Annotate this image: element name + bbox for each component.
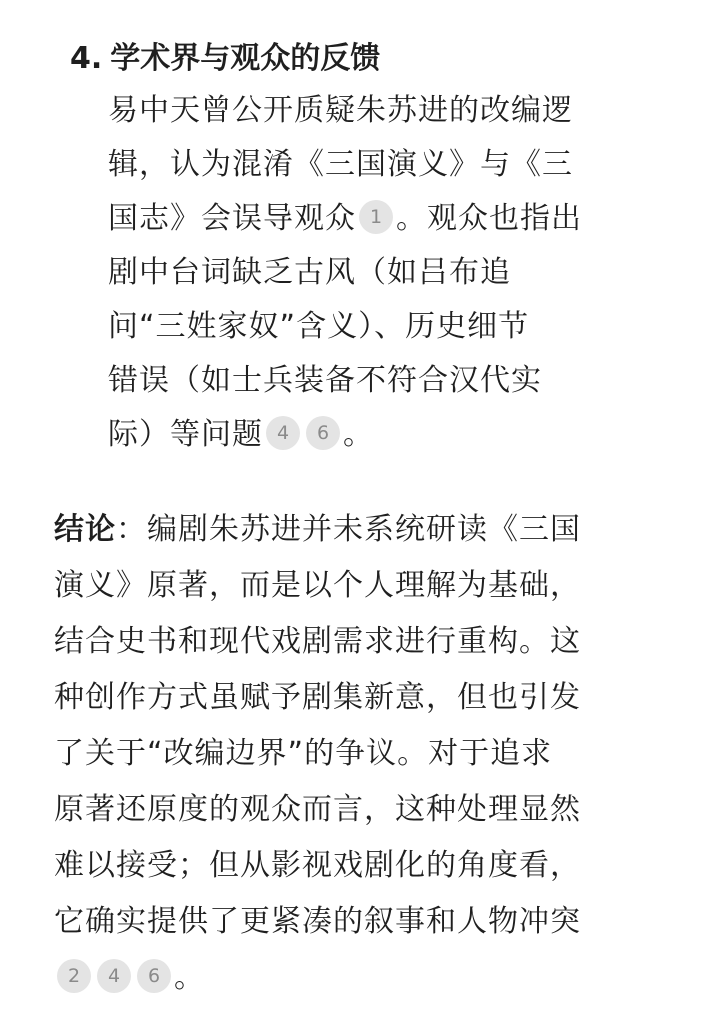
conclusion-label: 结论 xyxy=(54,512,116,547)
conclusion-text: 难以接受；但从影视戏剧化的角度看， xyxy=(54,848,581,883)
conclusion-text: 它确实提供了更紧凑的叙事和人物冲突 xyxy=(54,904,581,939)
section-text: 剧中台词缺乏古风（如吕布追 xyxy=(108,255,511,290)
section-text: 。 xyxy=(343,417,374,452)
conclusion-colon: ： xyxy=(116,512,147,547)
citation-badge[interactable]: 6 xyxy=(137,959,171,993)
section-line xyxy=(108,246,668,300)
section-number: 4. xyxy=(70,41,103,76)
conclusion-text: 了关于“改编边界”的争议。对于追求 xyxy=(54,736,553,771)
section-text: 错误（如士兵装备不符合汉代实 xyxy=(108,363,542,398)
section-text: 辑，认为混淆《三国演义》与《三 xyxy=(108,147,573,182)
conclusion-line xyxy=(54,950,674,1006)
feedback-section xyxy=(70,34,690,462)
section-text: 国志》会误导观众 xyxy=(108,201,356,236)
citation-badge[interactable]: 4 xyxy=(97,959,131,993)
section-line xyxy=(108,84,668,138)
section-text: 。观众也指出 xyxy=(396,201,582,236)
section-line xyxy=(108,300,668,354)
conclusion-text: 原著还原度的观众而言，这种处理显然 xyxy=(54,792,581,827)
conclusion-line xyxy=(54,670,674,726)
conclusion-line xyxy=(54,894,674,950)
section-body xyxy=(108,84,668,462)
conclusion-paragraph xyxy=(54,502,674,1006)
citation-badge[interactable]: 1 xyxy=(359,200,393,234)
conclusion-text: 结合史书和现代戏剧需求进行重构。这 xyxy=(54,624,581,659)
citation-badge[interactable]: 2 xyxy=(57,959,91,993)
section-text: 易中天曾公开质疑朱苏进的改编逻 xyxy=(108,93,573,128)
conclusion-line xyxy=(54,502,674,558)
conclusion-body xyxy=(54,558,674,1006)
citation-badge[interactable]: 6 xyxy=(306,416,340,450)
citation-badge[interactable]: 4 xyxy=(266,416,300,450)
conclusion-line xyxy=(54,838,674,894)
section-heading xyxy=(70,34,690,84)
conclusion-text: 。 xyxy=(174,960,205,995)
conclusion-line xyxy=(54,782,674,838)
section-line xyxy=(108,192,668,246)
section-line xyxy=(108,354,668,408)
conclusion-line xyxy=(54,614,674,670)
conclusion-text: 编剧朱苏进并未系统研读《三国 xyxy=(147,512,581,547)
conclusion-text: 演义》原著，而是以个人理解为基础， xyxy=(54,568,581,603)
section-line xyxy=(108,408,668,462)
section-text: 际）等问题 xyxy=(108,417,263,452)
section-title: 学术界与观众的反馈 xyxy=(110,41,381,76)
conclusion-line xyxy=(54,558,674,614)
conclusion-line xyxy=(54,726,674,782)
conclusion-text: 种创作方式虽赋予剧集新意，但也引发 xyxy=(54,680,581,715)
section-text: 问“三姓家奴”含义）、历史细节 xyxy=(108,309,530,344)
section-line xyxy=(108,138,668,192)
